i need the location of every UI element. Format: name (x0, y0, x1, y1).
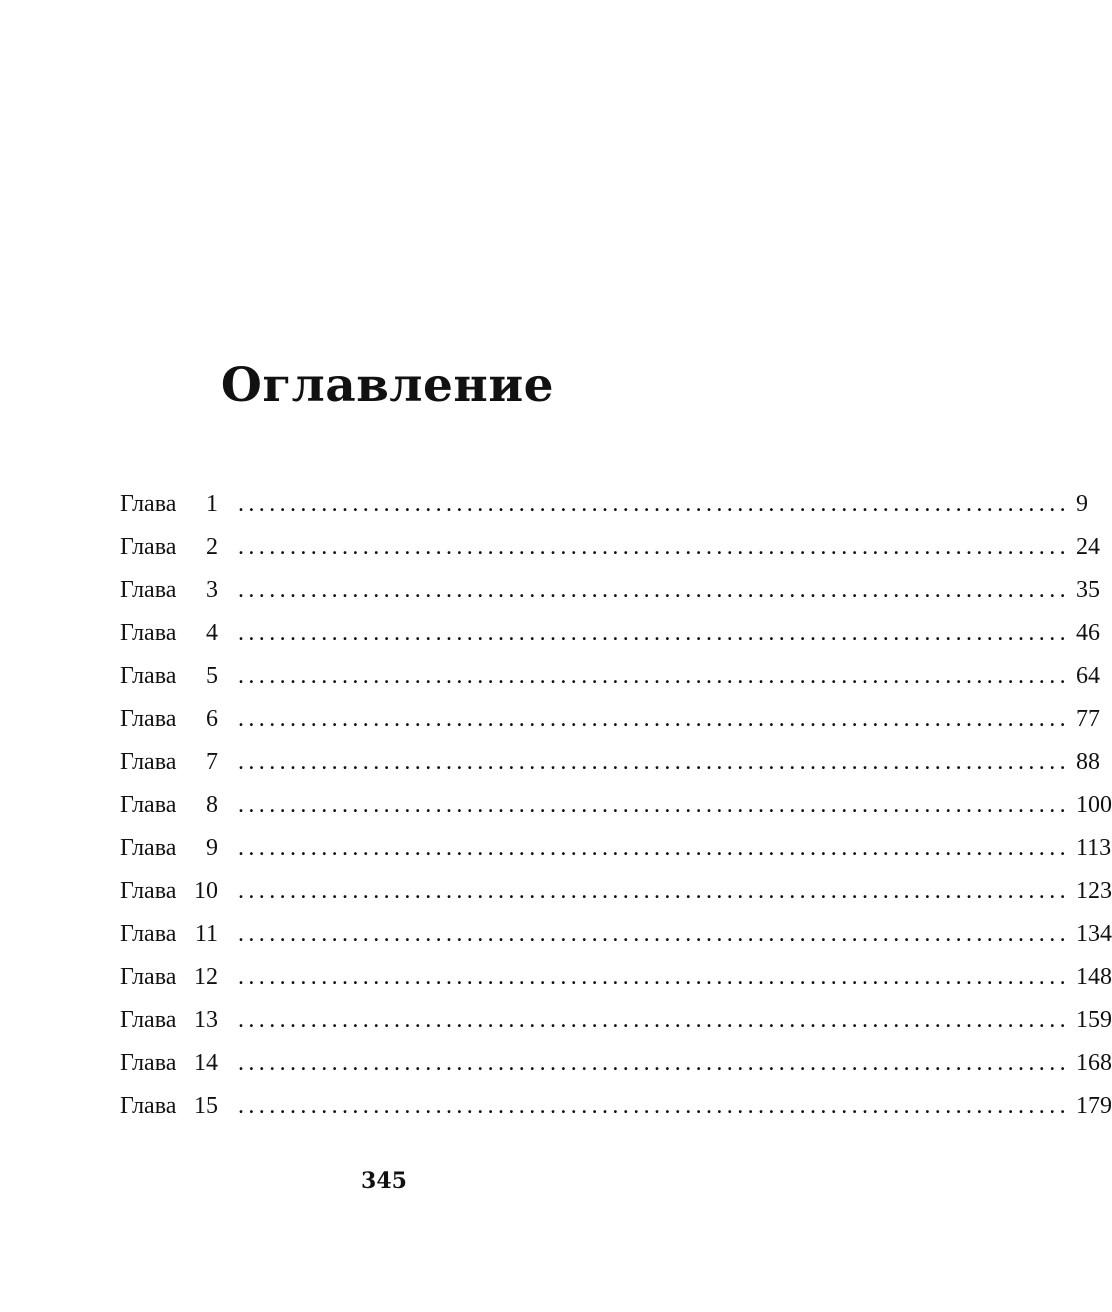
toc-dot-leader: ................................................................................ (238, 792, 1070, 818)
toc-entry-page: 24 (1076, 534, 1100, 560)
toc-dot-leader: ................................................................................ (238, 964, 1070, 990)
toc-dot-leader: ................................................................................ (238, 1007, 1070, 1033)
toc-entry (120, 788, 1112, 831)
toc-entry-chapter-number: 3 (206, 577, 218, 603)
toc-entry-page: 148 (1076, 964, 1112, 990)
toc-entry-chapter-number: 12 (194, 964, 218, 990)
toc-entry-label: Глава (120, 706, 177, 732)
toc-entry-label: Глава (120, 1050, 177, 1076)
toc-entry-chapter-number: 5 (206, 663, 218, 689)
toc-dot-leader: ................................................................................ (238, 749, 1070, 775)
toc-entry-chapter-number: 4 (206, 620, 218, 646)
toc-entry-label: Глава (120, 921, 177, 947)
toc-entry-page: 113 (1076, 835, 1112, 861)
toc-entry (120, 917, 1112, 960)
toc-dot-leader: ................................................................................ (238, 491, 1070, 517)
table-of-contents (120, 487, 1112, 1132)
toc-entry (120, 530, 1100, 573)
toc-dot-leader: ................................................................................ (238, 1050, 1070, 1076)
toc-entry-chapter-number: 11 (194, 921, 218, 947)
toc-entry-page: 77 (1076, 706, 1100, 732)
toc-entry-label: Глава (120, 663, 177, 689)
toc-dot-leader: ................................................................................ (238, 706, 1070, 732)
toc-entry-page: 9 (1076, 491, 1088, 517)
toc-entry-label: Глава (120, 749, 177, 775)
toc-entry (120, 1089, 1112, 1132)
toc-entry-page: 64 (1076, 663, 1100, 689)
toc-dot-leader: ................................................................................ (238, 1093, 1070, 1119)
toc-entry-chapter-number: 15 (194, 1093, 218, 1119)
toc-dot-leader: ................................................................................ (238, 620, 1070, 646)
toc-entry-label: Глава (120, 835, 177, 861)
toc-entry (120, 960, 1112, 1003)
toc-entry-page: 88 (1076, 749, 1100, 775)
toc-entry-page: 159 (1076, 1007, 1112, 1033)
toc-dot-leader: ................................................................................ (238, 921, 1070, 947)
toc-entry-page: 123 (1076, 878, 1112, 904)
toc-entry (120, 702, 1100, 745)
toc-entry-label: Глава (120, 620, 177, 646)
toc-entry-page: 100 (1076, 792, 1112, 818)
toc-entry-label: Глава (120, 792, 177, 818)
toc-entry-chapter-number: 2 (206, 534, 218, 560)
toc-entry-chapter-number: 9 (206, 835, 218, 861)
toc-entry (120, 745, 1100, 788)
toc-entry-label: Глава (120, 534, 177, 560)
toc-entry-page: 134 (1076, 921, 1112, 947)
toc-dot-leader: ................................................................................ (238, 835, 1070, 861)
toc-entry-chapter-number: 6 (206, 706, 218, 732)
toc-entry-page: 46 (1076, 620, 1100, 646)
toc-entry (120, 573, 1100, 616)
toc-entry (120, 1046, 1112, 1089)
toc-entry-chapter-number: 14 (194, 1050, 218, 1076)
toc-dot-leader: ................................................................................ (238, 663, 1070, 689)
toc-entry-chapter-number: 13 (194, 1007, 218, 1033)
toc-entry-chapter-number: 8 (206, 792, 218, 818)
toc-dot-leader: ................................................................................ (238, 534, 1070, 560)
toc-entry-chapter-number: 10 (194, 878, 218, 904)
page-title: Оглавление (220, 358, 555, 413)
page-number: 345 (361, 1168, 407, 1194)
toc-entry-label: Глава (120, 491, 177, 517)
toc-entry-chapter-number: 7 (206, 749, 218, 775)
toc-entry-label: Глава (120, 1007, 177, 1033)
toc-entry (120, 831, 1112, 874)
toc-entry-label: Глава (120, 964, 177, 990)
toc-entry-label: Глава (120, 577, 177, 603)
toc-entry-label: Глава (120, 1093, 177, 1119)
toc-entry-chapter-number: 1 (206, 491, 218, 517)
toc-dot-leader: ................................................................................ (238, 878, 1070, 904)
toc-entry-page: 179 (1076, 1093, 1112, 1119)
toc-entry (120, 874, 1112, 917)
toc-entry (120, 659, 1100, 702)
toc-entry-label: Глава (120, 878, 177, 904)
toc-entry (120, 1003, 1112, 1046)
toc-entry (120, 616, 1100, 659)
toc-dot-leader: ................................................................................ (238, 577, 1070, 603)
toc-entry-page: 35 (1076, 577, 1100, 603)
toc-entry-page: 168 (1076, 1050, 1112, 1076)
toc-entry (120, 487, 1088, 530)
